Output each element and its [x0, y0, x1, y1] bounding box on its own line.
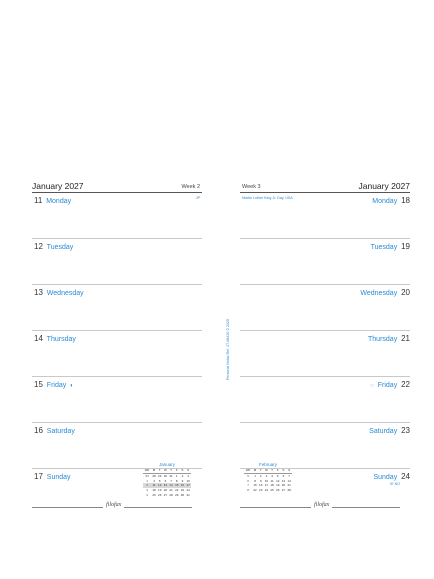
- mini-calendar-title: January: [158, 462, 175, 467]
- mini-calendar-day: 22: [175, 488, 179, 493]
- mini-calendar-week-number: 4: [146, 492, 148, 497]
- day-name: Monday: [372, 198, 398, 205]
- day-name: Saturday: [369, 428, 398, 435]
- mini-calendar-day: 21: [287, 483, 291, 488]
- mini-calendar-day: 24: [186, 488, 190, 493]
- day-row-15[interactable]: [32, 377, 202, 423]
- mini-calendar-week-number: 7: [247, 483, 249, 488]
- mini-calendar-day: 27: [281, 488, 286, 493]
- day-number: 23: [401, 426, 410, 435]
- mini-calendar-title: February: [258, 462, 277, 467]
- mini-calendar-day: 6: [164, 478, 167, 483]
- day-name: Sunday: [46, 474, 71, 481]
- mini-calendar-day: 1: [175, 473, 178, 478]
- day-row-12[interactable]: [32, 239, 202, 285]
- day-number: 19: [401, 242, 410, 251]
- mini-calendar-february: [244, 462, 292, 493]
- mini-calendar-day: 5: [276, 473, 279, 478]
- mini-calendar-week-number: 1: [146, 478, 148, 483]
- left-month-title: January 2027: [32, 181, 84, 191]
- mini-calendar-day: 9: [181, 478, 184, 483]
- mini-calendar-header-cell: S: [187, 468, 190, 472]
- mini-calendar-day: 8: [254, 478, 256, 483]
- day-row-18[interactable]: [240, 193, 410, 239]
- day-row-21[interactable]: [240, 331, 410, 377]
- mini-calendar-header-cell: T: [158, 468, 161, 472]
- mini-calendar-day: 15: [175, 483, 179, 488]
- day-number: 11: [34, 196, 43, 205]
- mini-calendar-week-number: 8: [247, 488, 249, 493]
- mini-calendar-day: 5: [158, 478, 161, 483]
- day-row-14[interactable]: [32, 331, 202, 377]
- day-name: Tuesday: [370, 244, 398, 251]
- mini-calendar-day: 31: [186, 492, 190, 497]
- mini-calendar-day: 11: [270, 478, 274, 483]
- mini-calendar-header-cell: S: [181, 468, 184, 472]
- mini-calendar-day: 29: [158, 473, 162, 478]
- day-number: 20: [401, 288, 410, 297]
- mini-calendar-day: 2: [181, 473, 184, 478]
- day-row-22[interactable]: [240, 377, 410, 423]
- mini-calendar-day: 19: [276, 483, 280, 488]
- day-note: JP: [195, 196, 200, 200]
- day-name: Thursday: [368, 336, 398, 343]
- mini-calendar-day: 23: [259, 488, 263, 493]
- day-row-11[interactable]: [32, 193, 202, 239]
- mini-calendar-header-cell: T: [170, 468, 172, 472]
- mini-calendar-day: 29: [175, 492, 179, 497]
- mini-calendar-day: 17: [264, 483, 269, 488]
- mini-calendar-header-cell: S: [282, 468, 285, 472]
- day-number: 13: [34, 288, 43, 297]
- mini-calendar-day: 27: [163, 492, 168, 497]
- mini-calendar-day: 3: [265, 473, 268, 478]
- mini-calendar-day: 18: [152, 488, 156, 493]
- mini-calendar-day: 20: [281, 483, 286, 488]
- mini-calendar-day: 30: [180, 492, 185, 497]
- right-month-title: January 2027: [358, 181, 410, 191]
- day-name: Sunday: [373, 474, 398, 481]
- mini-calendar-day: 26: [158, 492, 162, 497]
- mini-calendar-week-number: 2: [143, 483, 151, 488]
- mini-calendar-header-cell: W: [264, 468, 268, 472]
- mini-calendar-header-cell: M: [152, 468, 156, 472]
- mini-calendar-day: 15: [253, 483, 257, 488]
- mini-calendar-day: 12: [276, 478, 280, 483]
- day-number: 12: [34, 242, 43, 251]
- mini-calendar-header-cell: T: [259, 468, 262, 472]
- mini-calendar-week-number: 6: [247, 478, 249, 483]
- left-week-number: Week 2: [181, 184, 200, 190]
- mini-calendar-day: 11: [152, 483, 156, 488]
- mini-calendar-table: [143, 468, 191, 498]
- day-number: 24: [401, 472, 410, 481]
- mini-calendar-day: 3: [187, 473, 189, 478]
- mini-calendar-table: [244, 468, 292, 493]
- mini-calendar-week-number: 5: [247, 473, 249, 478]
- mini-calendar-day: 8: [175, 478, 178, 483]
- mini-calendar-day: 21: [169, 488, 173, 493]
- mini-calendar-day: 23: [180, 488, 185, 493]
- mini-calendar-day: 16: [259, 483, 263, 488]
- day-row-13[interactable]: [32, 285, 202, 331]
- day-name: Saturday: [46, 428, 75, 435]
- moon-first-quarter-icon: ◐: [70, 383, 74, 389]
- mini-calendar-day: 9: [259, 478, 262, 483]
- day-note: IE NO: [390, 482, 400, 486]
- mini-calendar-day: 22: [253, 488, 257, 493]
- day-name: Monday: [46, 198, 72, 205]
- day-name: Wednesday: [46, 290, 84, 297]
- mini-calendar-day: 28: [287, 488, 291, 493]
- day-name: Friday: [46, 382, 67, 389]
- mini-calendar-day: 26: [276, 488, 280, 493]
- mini-calendar-day: 12: [158, 483, 162, 488]
- mini-calendar-day: 1: [254, 473, 256, 478]
- mini-calendar-header-cell: M: [253, 468, 257, 472]
- mini-calendar-day: 7: [170, 478, 172, 483]
- mini-calendar-header-cell: W: [163, 468, 167, 472]
- day-note: Martin Luther King Jr. Day, USA: [242, 196, 293, 200]
- mini-calendar-day: 10: [264, 478, 269, 483]
- day-number: 21: [401, 334, 410, 343]
- mini-calendar-day: 4: [153, 478, 155, 483]
- mini-calendar-day: 14: [287, 478, 291, 483]
- mini-calendar-week-number: 53: [145, 473, 149, 478]
- day-number: 15: [34, 380, 43, 389]
- mini-calendar-day: 10: [186, 478, 190, 483]
- day-name: Thursday: [46, 336, 76, 343]
- mini-calendar-header-cell: WK: [245, 468, 251, 472]
- mini-calendar-header-cell: T: [271, 468, 273, 472]
- mini-calendar-day: 4: [271, 473, 273, 478]
- full-moon-icon: ○: [370, 383, 374, 389]
- mini-calendar-day: 25: [152, 492, 156, 497]
- day-number: 14: [34, 334, 43, 343]
- mini-calendar-day: 30: [163, 473, 168, 478]
- mini-calendar-day: 28: [169, 492, 173, 497]
- mini-calendar-day: 20: [163, 488, 168, 493]
- mini-calendar-day: 2: [259, 473, 262, 478]
- day-name: Wednesday: [360, 290, 398, 297]
- day-row-19[interactable]: [240, 239, 410, 285]
- mini-calendar-header-cell: WK: [144, 468, 150, 472]
- mini-calendar-day: 18: [270, 483, 274, 488]
- mini-calendar-day: 7: [288, 473, 290, 478]
- day-row-20[interactable]: [240, 285, 410, 331]
- spine-imprint: Personal filofax Ref. 27-68420 © 2025: [226, 319, 230, 380]
- mini-calendar-header-cell: F: [276, 468, 279, 472]
- mini-calendar-week-row: [244, 488, 292, 493]
- mini-calendar-day: 31: [169, 473, 173, 478]
- mini-calendar-day: 13: [163, 483, 168, 488]
- right-week-number: Week 3: [242, 184, 261, 190]
- mini-calendar-day: 24: [264, 488, 269, 493]
- mini-calendar-day: 25: [270, 488, 274, 493]
- right-header: [240, 178, 410, 193]
- day-number: 16: [34, 426, 43, 435]
- mini-calendar-day: 13: [281, 478, 286, 483]
- day-number: 17: [34, 472, 43, 481]
- mini-calendar-day: 16: [180, 483, 185, 488]
- mini-calendar-day: 19: [158, 488, 162, 493]
- mini-calendar-week-number: 3: [146, 488, 148, 493]
- mini-calendar-week-row: [143, 493, 191, 498]
- mini-calendar-header-cell: F: [175, 468, 178, 472]
- mini-calendar-day: 6: [282, 473, 285, 478]
- mini-calendar-day: 14: [169, 483, 173, 488]
- mini-calendar-january: [143, 462, 191, 498]
- day-name: Friday: [377, 382, 398, 389]
- mini-calendar-header-cell: S: [288, 468, 291, 472]
- mini-calendar-day: 17: [186, 483, 190, 488]
- left-header: [32, 178, 202, 193]
- day-number: 18: [401, 196, 410, 205]
- day-name: Tuesday: [46, 244, 74, 251]
- brand-logo: filofax: [103, 502, 124, 508]
- brand-logo: filofax: [311, 502, 332, 508]
- mini-calendar-day: 28: [152, 473, 156, 478]
- day-number: 22: [401, 380, 410, 389]
